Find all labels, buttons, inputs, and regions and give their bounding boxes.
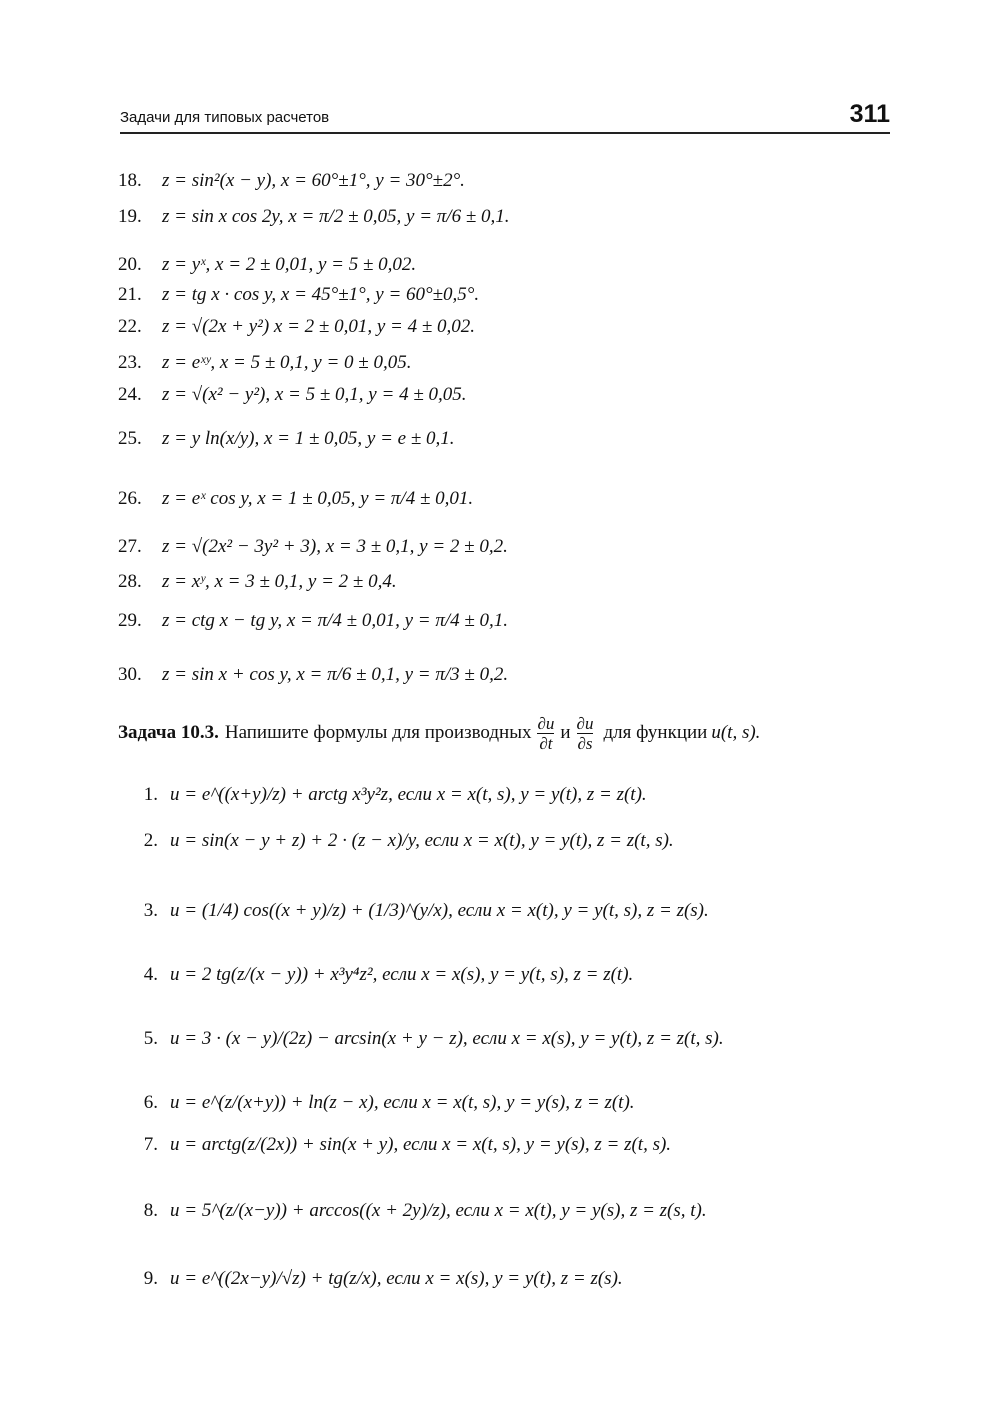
- problem-b-7: [118, 1126, 671, 1164]
- derivative-denominator: ∂s: [577, 733, 593, 753]
- problem-number: 2.: [143, 830, 158, 851]
- problem-24: [118, 376, 467, 414]
- problem-number: 19.: [118, 206, 142, 227]
- problem-b-9: [118, 1260, 623, 1298]
- problem-number: 6.: [143, 1092, 158, 1113]
- problem-expression: u = arctg(z/(2x)) + sin(x + y), если x = x(t, s), y = y(s), z = z(t, s).: [170, 1134, 672, 1155]
- problem-expression: z = tg x · cos y, x = 45°±1°, y = 60°±0,5°.: [162, 284, 480, 305]
- problem-18: [118, 162, 465, 200]
- running-header: [120, 96, 890, 134]
- problem-expression: z = sin²(x − y), x = 60°±1°, y = 30°±2°.: [162, 170, 465, 191]
- problem-number: 29.: [118, 610, 142, 631]
- problem-expression: z = √(2x + y²) x = 2 ± 0,01, y = 4 ± 0,02.: [162, 316, 476, 337]
- problem-27: [118, 528, 508, 566]
- task-tail: для функции: [603, 722, 708, 743]
- problem-number: 25.: [118, 428, 142, 449]
- derivative-numerator: ∂u: [576, 713, 594, 733]
- problem-expression: z = xʸ, x = 3 ± 0,1, y = 2 ± 0,4.: [162, 571, 397, 592]
- problem-number: 23.: [118, 352, 142, 373]
- problem-19: [118, 198, 510, 236]
- problem-22: [118, 308, 475, 346]
- problem-number: 24.: [118, 384, 142, 405]
- problem-number: 7.: [143, 1134, 158, 1155]
- problem-number: 8.: [143, 1200, 158, 1221]
- problem-expression: z = √(2x² − 3y² + 3), x = 3 ± 0,1, y = 2 ± 0,2.: [162, 536, 508, 557]
- problem-expression: u = 5^(z/(x−y)) + arccos((x + 2y)/z), если x = x(t), y = y(s), z = z(s, t).: [170, 1200, 707, 1221]
- problem-b-4: [118, 956, 633, 994]
- problem-expression: u = e^((2x−y)/√z) + tg(z/x), если x = x(s), y = y(t), z = z(s).: [170, 1268, 623, 1289]
- problem-expression: z = yˣ, x = 2 ± 0,01, y = 5 ± 0,02.: [162, 254, 417, 275]
- problem-number: 22.: [118, 316, 142, 337]
- task-function: u(t, s).: [711, 722, 761, 743]
- problem-number: 4.: [143, 964, 158, 985]
- page-number: 311: [849, 100, 890, 128]
- problem-b-3: [118, 892, 709, 930]
- problem-number: 20.: [118, 254, 142, 275]
- task-conjunction: и: [560, 722, 571, 743]
- problem-expression: u = (1/4) cos((x + y)/z) + (1/3)^(y/x), если x = x(t), y = y(t, s), z = z(s).: [170, 900, 709, 921]
- derivative-du-dt: [537, 714, 554, 753]
- problem-number: 9.: [143, 1268, 158, 1289]
- problem-expression: z = √(x² − y²), x = 5 ± 0,1, y = 4 ± 0,05.: [162, 384, 467, 405]
- problem-number: 18.: [118, 170, 142, 191]
- problem-b-6: [118, 1084, 635, 1122]
- problem-25: [118, 420, 455, 458]
- problem-26: [118, 480, 473, 518]
- problem-number: 3.: [143, 900, 158, 921]
- header-title: Задачи для типовых расчетов: [120, 109, 330, 126]
- problem-number: 26.: [118, 488, 142, 509]
- problem-expression: u = e^(z/(x+y)) + ln(z − x), если x = x(t, s), y = y(s), z = z(t).: [170, 1092, 635, 1113]
- problem-expression: u = 3 · (x − y)/(2z) − arcsin(x + y − z), если x = x(s), y = y(t), z = z(t, s).: [170, 1028, 724, 1049]
- problem-b-1: [118, 776, 647, 814]
- problem-expression: u = 2 tg(z/(x − y)) + x³y⁴z², если x = x(s), y = y(t, s), z = z(t).: [170, 964, 634, 985]
- problem-number: 28.: [118, 571, 142, 592]
- task-heading: [118, 708, 760, 758]
- problem-expression: z = y ln(x/y), x = 1 ± 0,05, y = e ± 0,1.: [162, 428, 455, 449]
- problem-number: 5.: [143, 1028, 158, 1049]
- problem-number: 30.: [118, 664, 142, 685]
- problem-29: [118, 602, 508, 640]
- problem-30: [118, 656, 508, 694]
- problem-b-5: [118, 1020, 724, 1058]
- problem-number: 27.: [118, 536, 142, 557]
- problem-expression: z = eˣ cos y, x = 1 ± 0,05, y = π/4 ± 0,01.: [162, 488, 474, 509]
- problem-expression: z = sin x + cos y, x = π/6 ± 0,1, y = π/3 ± 0,2.: [162, 664, 509, 685]
- derivative-numerator: ∂u: [537, 713, 555, 733]
- problem-expression: z = ctg x − tg y, x = π/4 ± 0,01, y = π/4 ± 0,1.: [162, 610, 509, 631]
- derivative-denominator: ∂t: [539, 733, 553, 753]
- problem-number: 1.: [143, 784, 158, 805]
- problem-b-2: [118, 822, 674, 860]
- problem-expression: u = sin(x − y + z) + 2 · (z − x)/y, если x = x(t), y = y(t), z = z(t, s).: [170, 830, 674, 851]
- task-label: Задача 10.3.: [118, 722, 219, 743]
- problem-number: 21.: [118, 284, 142, 305]
- task-text: Напишите формулы для производных: [224, 722, 532, 743]
- problem-b-8: [118, 1192, 707, 1230]
- problem-expression: z = sin x cos 2y, x = π/2 ± 0,05, y = π/6 ± 0,1.: [162, 206, 510, 227]
- problem-expression: z = eˣʸ, x = 5 ± 0,1, y = 0 ± 0,05.: [162, 352, 412, 373]
- derivative-du-ds: [577, 714, 594, 753]
- problem-expression: u = e^((x+y)/z) + arctg x³y²z, если x = x(t, s), y = y(t), z = z(t).: [170, 784, 647, 805]
- problem-28: [118, 563, 397, 601]
